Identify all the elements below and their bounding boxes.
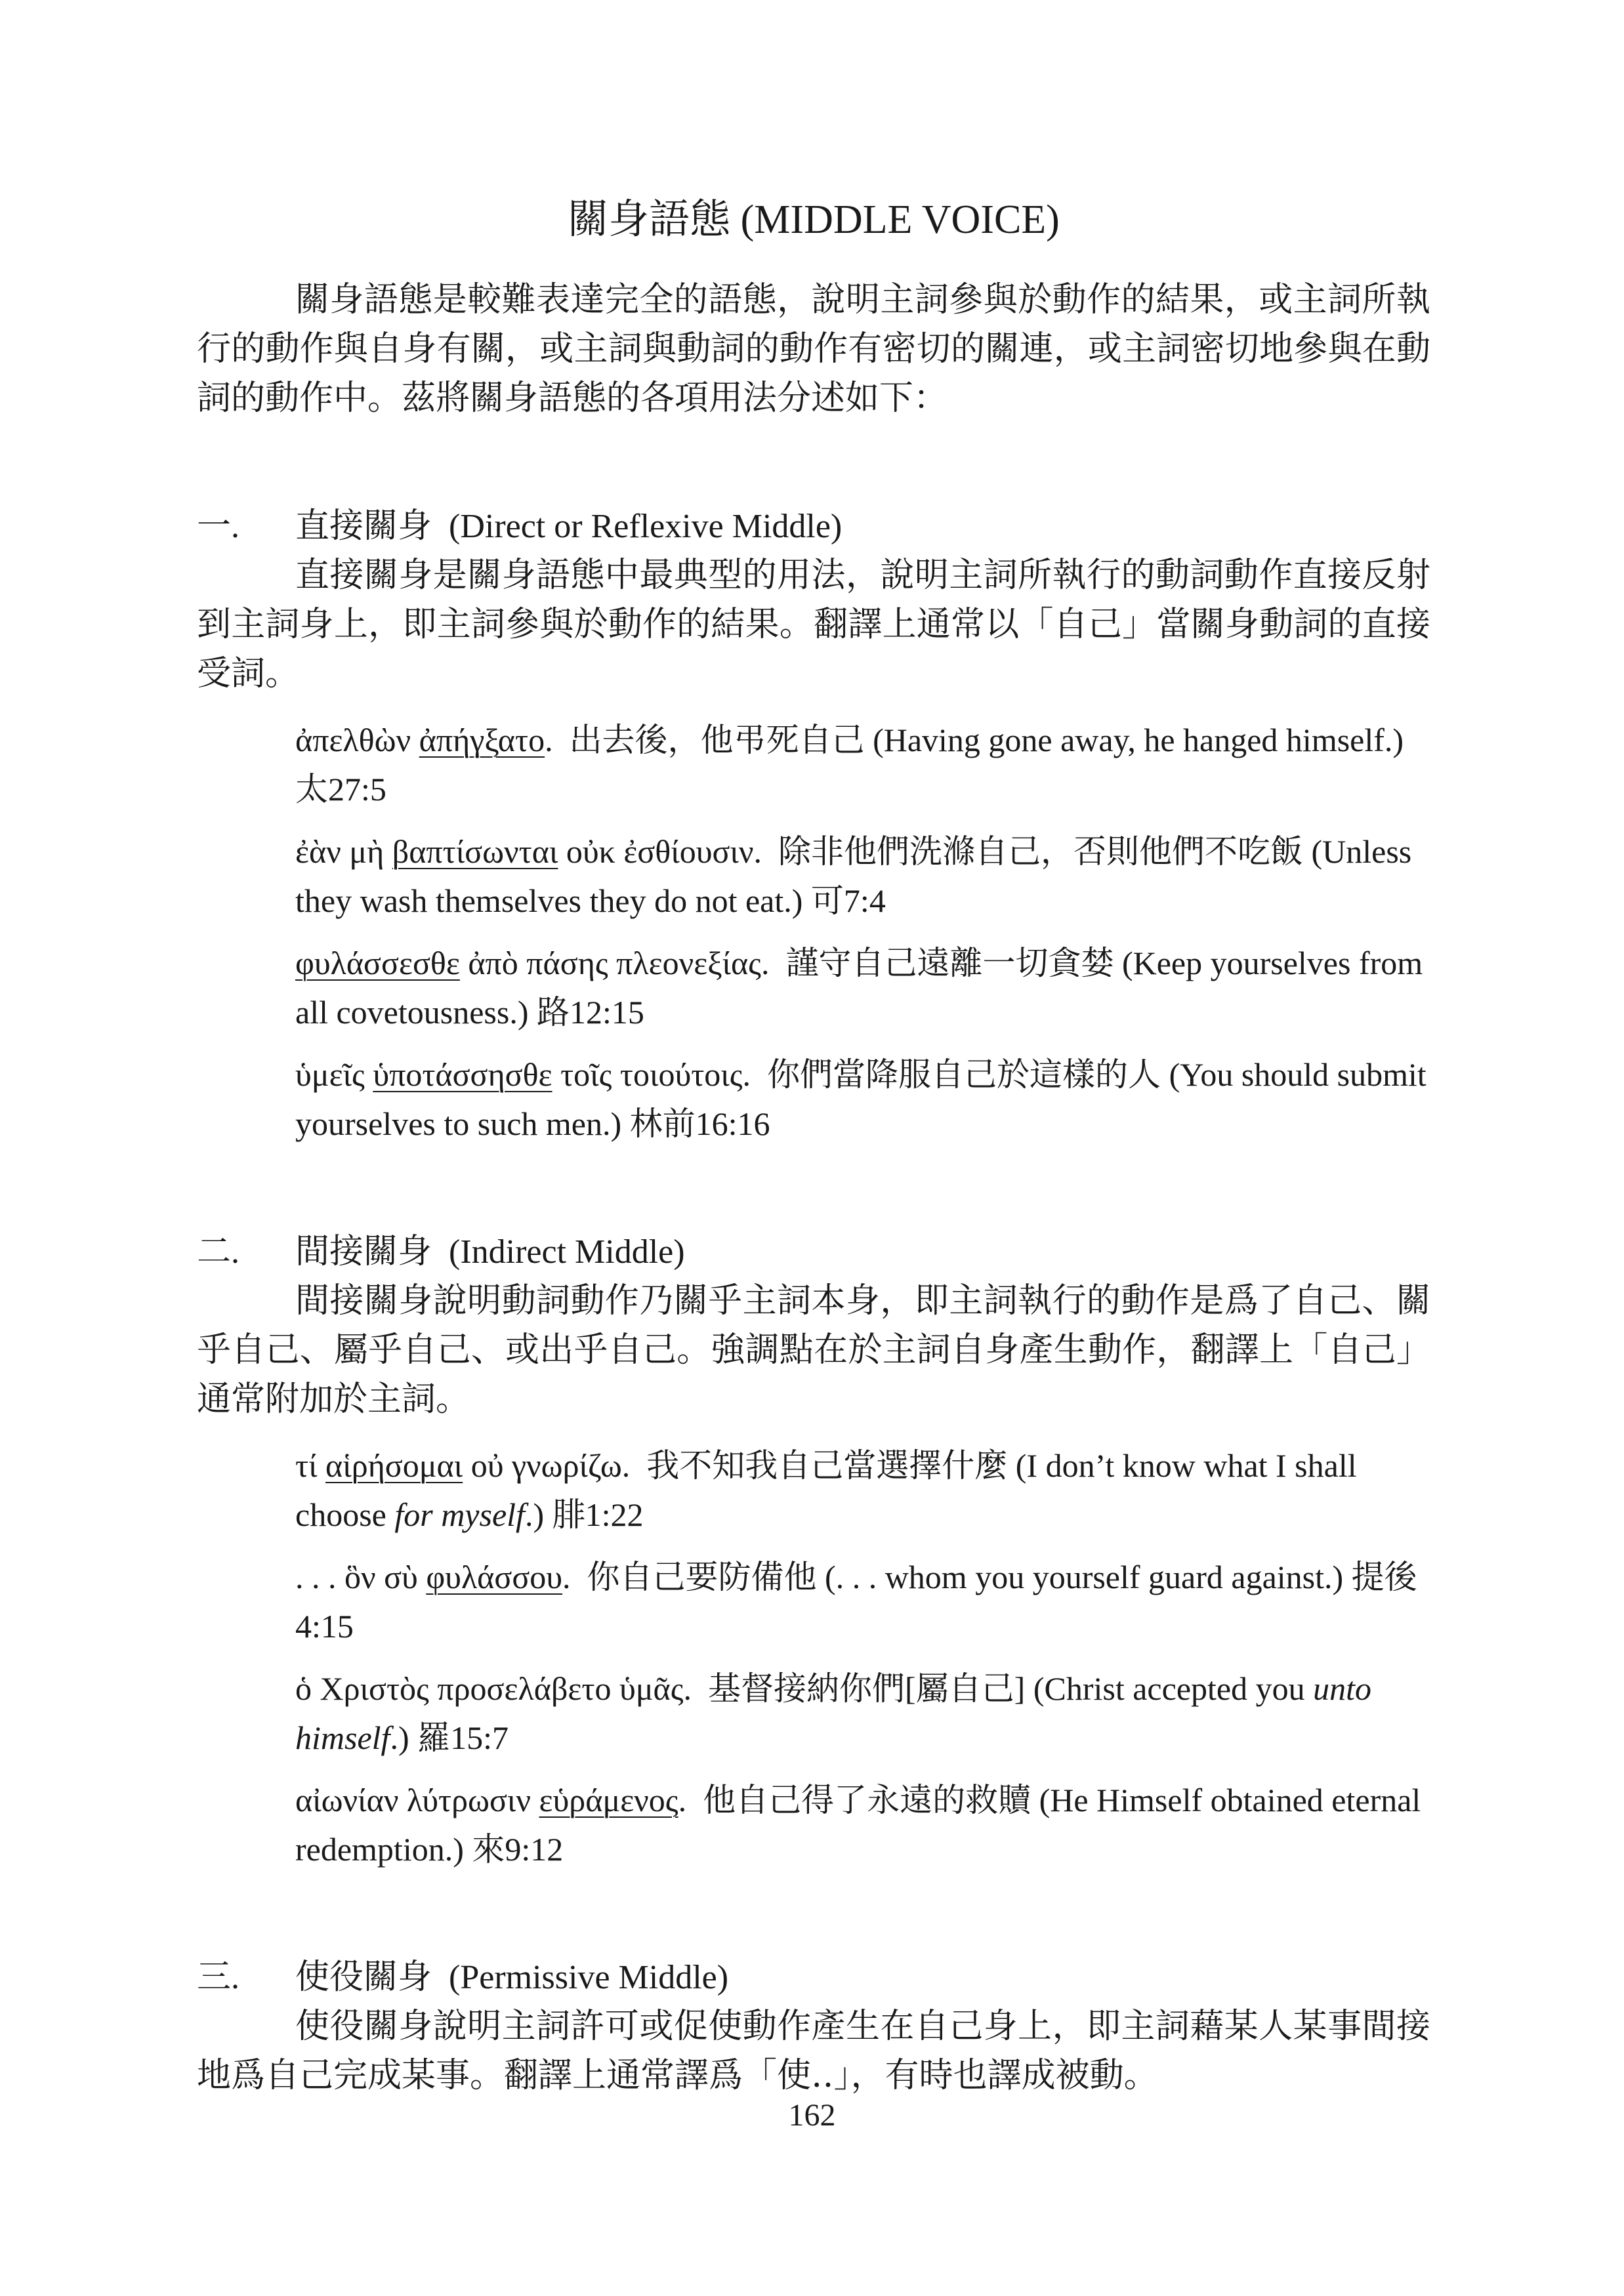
greek-verb: εὑράμενος [539,1782,678,1818]
scripture-reference: 腓1:22 [552,1496,644,1533]
spacer [197,423,1430,476]
english-translation: (Unless they wash themselves they do not eat.) [295,833,1412,919]
greek-verb: αἱρήσομαι [325,1447,463,1484]
example-item [295,827,1430,926]
example-list [197,1441,1430,1874]
section-description: 使役關身說明主詞許可或促使動作產生在自己身上，即主詞藉某人某事間接地爲自己完成某事。翻譯上通常譯爲「使‥」，有時也譯成被動。 [197,2008,1430,2095]
section-indirect-middle [197,1227,1430,1874]
example-item [295,1441,1430,1540]
greek-text: . [678,1782,687,1818]
chinese-translation: 他自己得了永遠的救贖 [703,1782,1031,1818]
greek-text: . [562,1559,571,1595]
section-title-english: (Direct or Reflexive Middle) [449,508,843,545]
chinese-translation: 基督接納你們[屬自己] [708,1670,1026,1707]
scripture-reference: 林前16:16 [629,1105,770,1142]
spacer [197,1874,1430,1927]
document-page [197,190,1430,2101]
section-number: 二. [197,1233,240,1271]
chinese-translation: 出去後，他弔死自己 [569,722,865,758]
section-number: 一. [197,508,240,545]
example-item [295,1553,1430,1651]
greek-text: ἀπὸ πάσης πλεονεξίας. [459,945,770,981]
greek-text: ἀπελθὼν [295,722,419,758]
intro-paragraph: 關身語態是較難表達完全的語態，說明主詞參與於動作的結果，或主詞所執行的動作與自身有關，或主詞與動詞的動作有密切的關連，或主詞密切地參與在動詞的動作中。茲將關身語態的各項用法分述如下： [197,281,1430,417]
english-emphasis: unto himself [295,1670,1371,1756]
greek-text: τοῖς τοιούτοις. [552,1056,751,1093]
section-title-chinese: 直接關身 [295,508,432,545]
scripture-reference: 來9:12 [472,1831,564,1868]
example-item [295,939,1430,1037]
page-number: 162 [788,2098,836,2133]
greek-text: αἰωνίαν λύτρωσιν [295,1782,539,1818]
greek-text: . . . ὃν σὺ [295,1559,427,1595]
section-permissive-middle [197,1953,1430,2101]
chinese-translation: 你自己要防備他 [587,1559,817,1595]
english-translation: .) [390,1719,409,1756]
greek-verb: ὑποτάσσησθε [373,1056,552,1093]
section-heading [197,1227,1430,1277]
english-translation: (Having gone away, he hanged himself.) [873,722,1404,758]
example-item [295,1776,1430,1874]
greek-verb: φυλάσσου [426,1559,563,1595]
english-translation: (Keep yourselves from all covetousness.) [295,945,1423,1031]
greek-verb: βαπτίσωνται [392,833,558,870]
greek-text: ἐὰν μὴ [295,833,392,870]
english-emphasis: for myself [394,1496,525,1533]
english-translation: (. . . whom you yourself guard against.) [825,1559,1344,1595]
section-title-english: (Permissive Middle) [449,1959,729,1996]
section-heading [197,1953,1430,2002]
page-title: 關身語態 (MIDDLE VOICE) [568,197,1060,242]
section-title-chinese: 使役關身 [295,1959,432,1996]
greek-verb: φυλάσσεσθε [295,945,460,981]
chinese-translation: 謹守自己遠離一切貪婪 [785,945,1114,981]
english-translation: (Christ accepted you [1033,1670,1314,1707]
chinese-translation: 除非他們洗滌自己，否則他們不吃飯 [778,833,1303,870]
section-number: 三. [197,1959,240,1996]
example-item [295,1664,1430,1763]
section-heading [197,502,1430,551]
example-item [295,716,1430,814]
greek-text: . [545,722,553,758]
section-title-chinese: 間接關身 [295,1233,432,1271]
english-translation: (He Himself obtained eternal redemption.) [295,1782,1421,1868]
chinese-translation: 我不知我自己當選擇什麼 [646,1447,1008,1484]
scripture-reference: 路12:15 [536,994,644,1031]
scripture-reference: 太27:5 [295,771,386,808]
greek-text: οὐ γνωρίζω. [463,1447,631,1484]
example-list [197,716,1430,1149]
greek-text: οὐκ ἐσθίουσιν. [558,833,762,870]
section-title-english: (Indirect Middle) [449,1233,685,1271]
section-description: 間接關身說明動詞動作乃關乎主詞本身，即主詞執行的動作是爲了自己、關乎自己、屬乎自己、或出乎自己。強調點在於主詞自身產生動作，翻譯上「自己」通常附加於主詞。 [197,1282,1430,1418]
english-translation: .) [524,1496,545,1533]
example-item [295,1050,1430,1149]
spacer [197,1149,1430,1201]
scripture-reference: 羅15:7 [417,1719,509,1756]
greek-text: ὑμεῖς [295,1056,373,1093]
chinese-translation: 你們當降服自己於這樣的人 [767,1056,1161,1093]
scripture-reference: 提後4:15 [295,1559,1417,1645]
section-description: 直接關身是關身語態中最典型的用法，說明主詞所執行的動詞動作直接反射到主詞身上，即主詞參與於動作的結果。翻譯上通常以「自己」當關身動詞的直接受詞。 [197,557,1430,693]
scripture-reference: 可7:4 [810,882,886,919]
section-direct-middle [197,502,1430,1149]
greek-text: ὁ Χριστὸς προσελάβετο ὑμᾶς. [295,1670,692,1707]
english-translation: (You should submit yourselves to such men.) [295,1056,1426,1142]
greek-verb: ἀπήγξατο [419,722,545,758]
english-translation: (I don’t know what I shall choose [295,1447,1357,1533]
greek-text: τί [295,1447,326,1484]
